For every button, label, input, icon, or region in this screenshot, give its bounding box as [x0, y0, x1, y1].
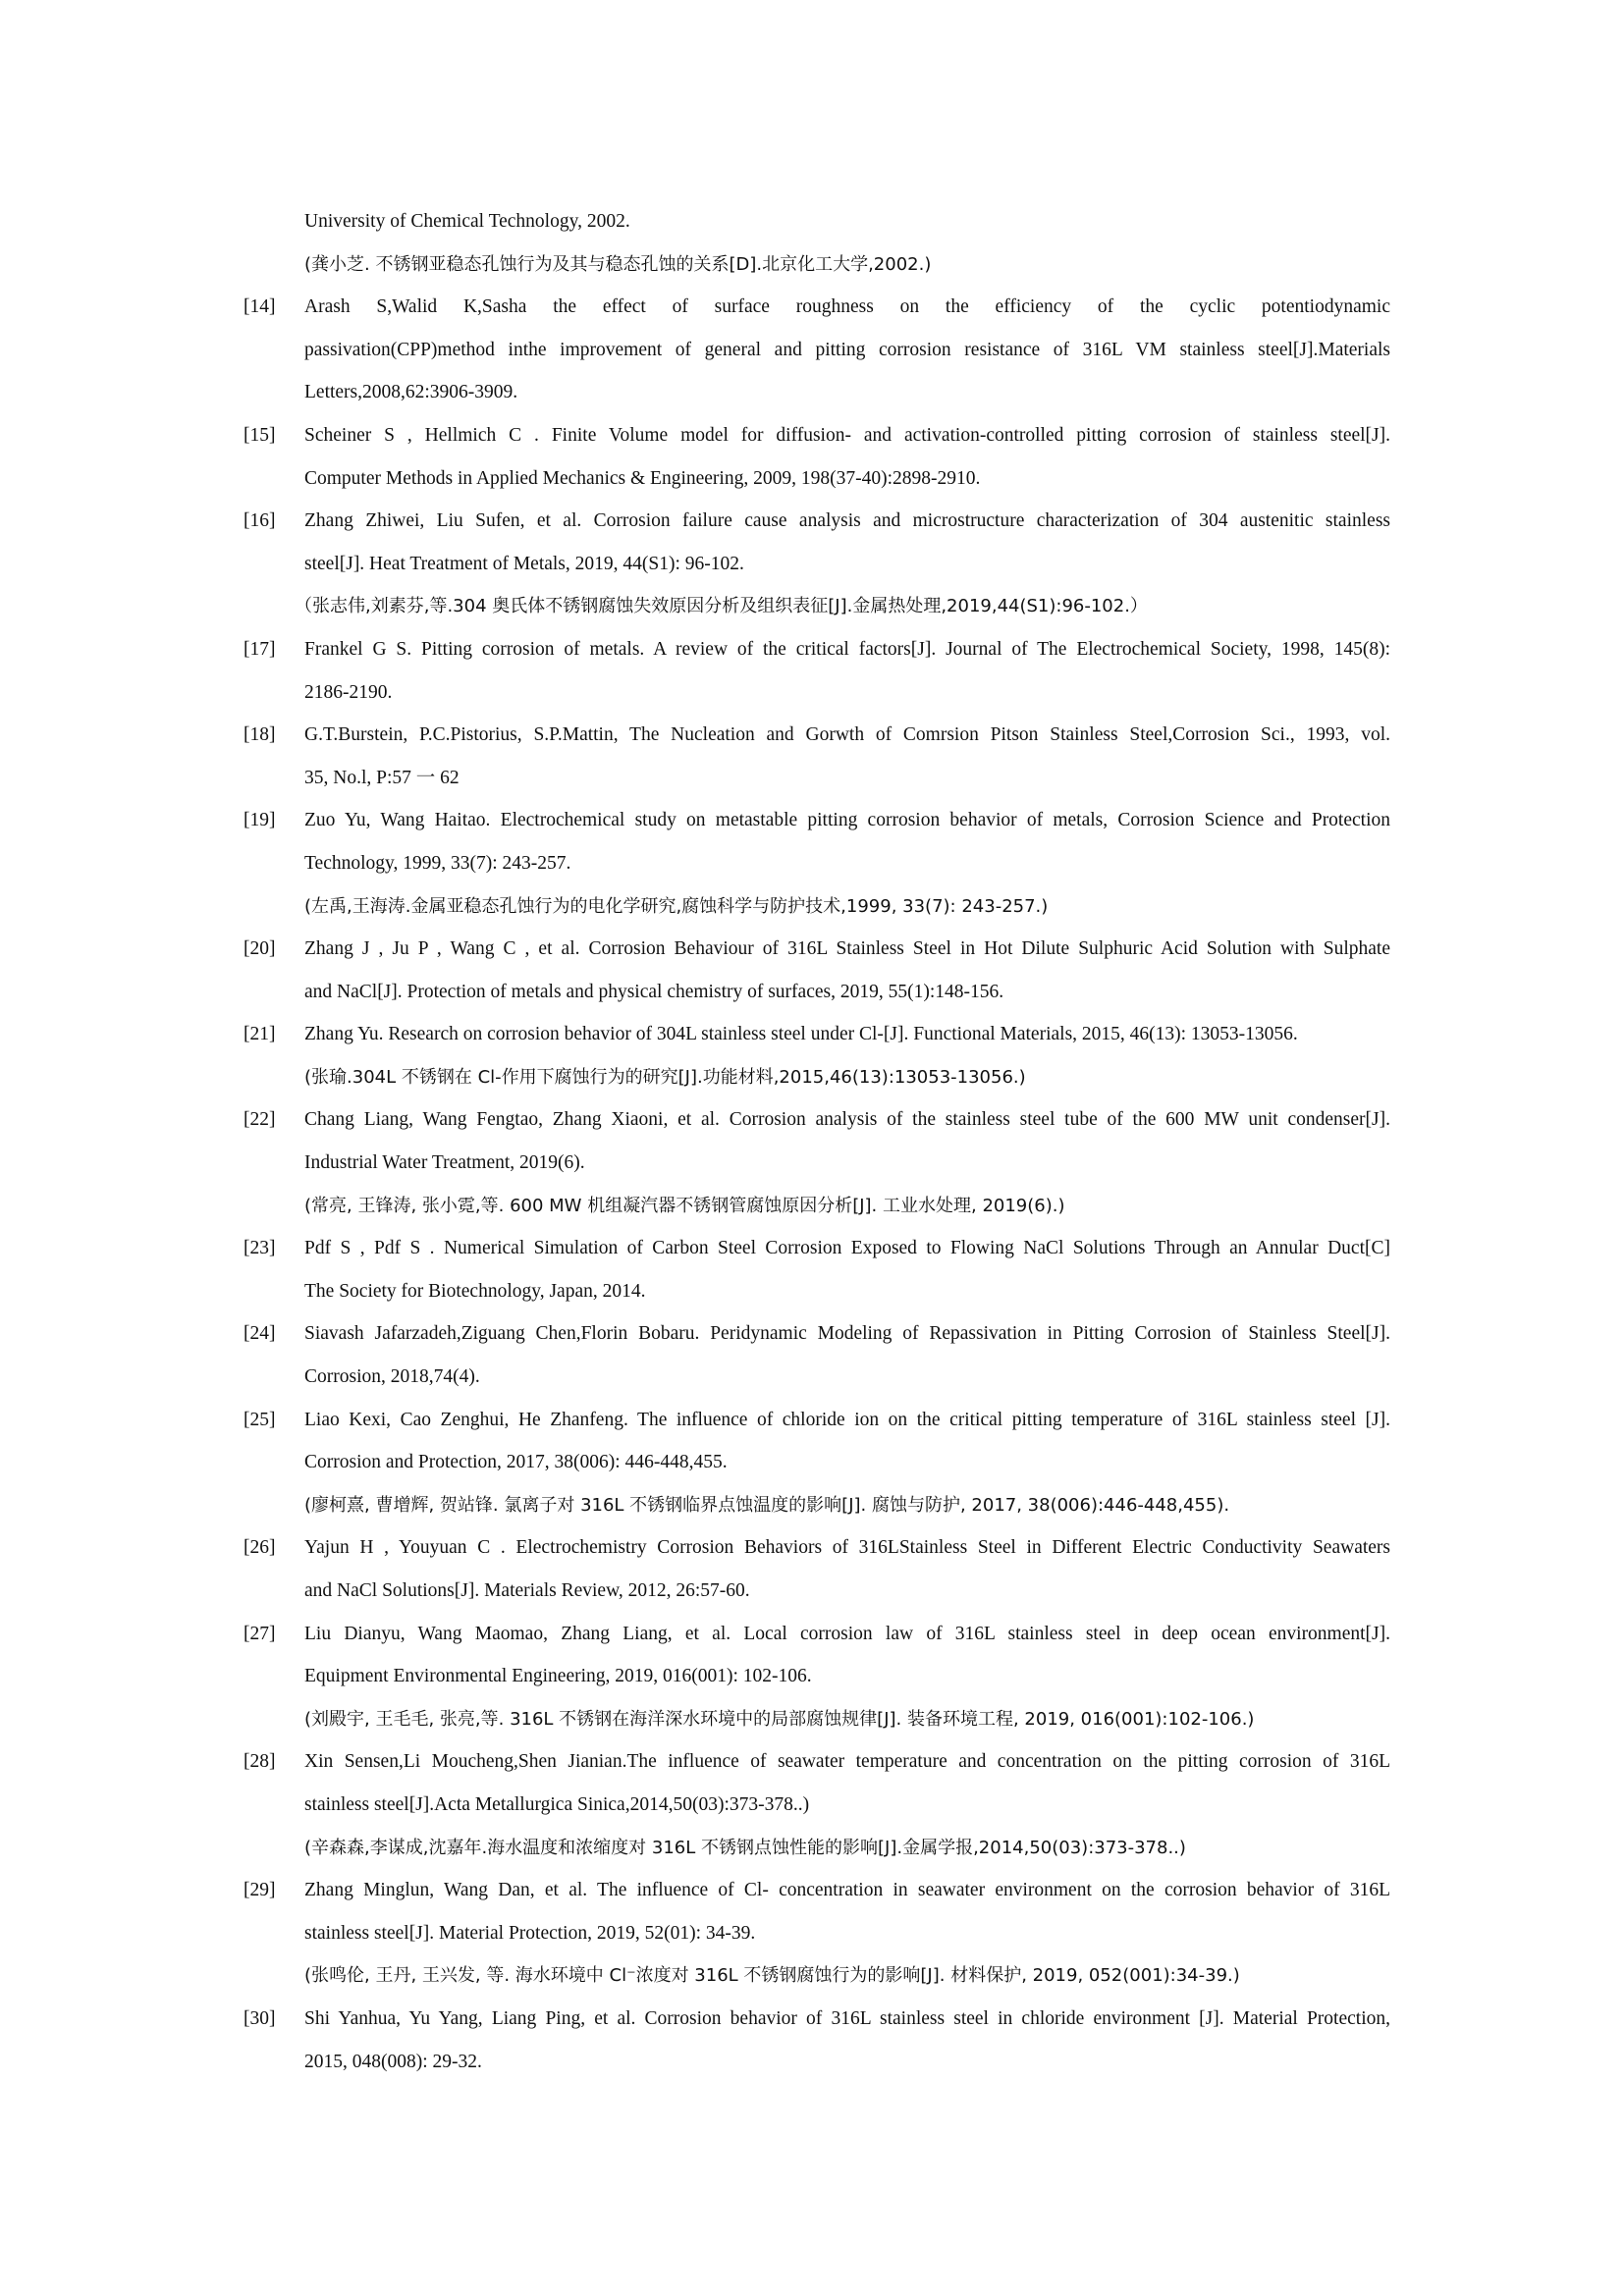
reference-number: [21] [244, 1024, 276, 1045]
reference-number: [27] [244, 1623, 276, 1644]
reference-chinese-line: (张鸣伦, 王丹, 王兴发, 等. 海水环境中 Cl⁻浓度对 316L 不锈钢腐蚀行为的影响[J]. 材料保护, 2019, 052(001):34-39.) [304, 1965, 1240, 1987]
reference-chinese-line: (常亮, 王锋涛, 张小霓,等. 600 MW 机组凝汽器不锈钢管腐蚀原因分析[J]. 工业水处理, 2019(6).) [304, 1195, 1065, 1216]
reference-text: Zhang Minglun, Wang Dan, et al. The influence of Cl- concentration in seawater environment on the corrosion behavior of 316L [304, 1880, 1390, 1901]
reference-number: [23] [244, 1238, 276, 1259]
reference-continuation-line: and NaCl[J]. Protection of metals and physical chemistry of surfaces, 2019, 55(1):148-156. [304, 981, 1004, 1002]
reference-text: Zhang Zhiwei, Liu Sufen, et al. Corrosion failure cause analysis and microstructure characterization of 304 austenitic stainless [304, 510, 1390, 532]
reference-entry [244, 286, 1390, 414]
reference-entry [244, 1526, 1390, 1612]
reference-text: Yajun H , Youyuan C . Electrochemistry Corrosion Behaviors of 316LStainless Steel in Different Electric Conductivity Seawaters [304, 1537, 1390, 1559]
reference-continuation-line: stainless steel[J].Acta Metallurgica Sinica,2014,50(03):373-378..) [304, 1793, 810, 1815]
reference-continuation-line: Corrosion, 2018,74(4). [304, 1366, 480, 1388]
reference-first-line [244, 928, 1390, 971]
reference-entry [244, 1998, 1390, 2083]
reference-chinese-line: (左禹,王海涛.金属亚稳态孔蚀行为的电化学研究,腐蚀科学与防护技术,1999, 33(7): 243-257.) [304, 895, 1049, 917]
reference-number: [18] [244, 724, 276, 746]
reference-entry [244, 1098, 1390, 1227]
reference-text: Siavash Jafarzadeh,Ziguang Chen,Florin Bobaru. Peridynamic Modeling of Repassivation in Pitting Corrosion of Stainless Steel[J]. [304, 1323, 1390, 1345]
reference-text: Xin Sensen,Li Moucheng,Shen Jianian.The influence of seawater temperature and concentration on the pitting corrosion of 316L [304, 1751, 1390, 1773]
reference-text: Chang Liang, Wang Fengtao, Zhang Xiaoni, et al. Corrosion analysis of the stainless steel tube of the 600 MW unit condenser[J]. [304, 1109, 1390, 1131]
reference-first-line [244, 714, 1390, 757]
reference-text: Shi Yanhua, Yu Yang, Liang Ping, et al. Corrosion behavior of 316L stainless steel in chloride environment [J]. Material Protection, [304, 2007, 1390, 2029]
reference-continuation-line: Technology, 1999, 33(7): 243-257. [304, 852, 571, 874]
reference-text: Liao Kexi, Cao Zenghui, He Zhanfeng. The influence of chloride ion on the critical pitting temperature of 316L stainless steel [J]. [304, 1409, 1390, 1430]
reference-text: Pdf S , Pdf S . Numerical Simulation of Carbon Steel Corrosion Exposed to Flowing NaCl Solutions Through an Annular Duct[C] [304, 1238, 1390, 1259]
reference-entry [244, 628, 1390, 714]
reference-text: Arash S,Walid K,Sasha the effect of surface roughness on the efficiency of the cyclic potentiodynamic [304, 296, 1390, 318]
reference-chinese-line: （张志伟,刘素芬,等.304 奥氏体不锈钢腐蚀失效原因分析及组织表征[J].金属热处理,2019,44(S1):96-102.） [295, 596, 1148, 617]
reference-number: [30] [244, 2007, 276, 2029]
reference-chinese-line: (刘殿宇, 王毛毛, 张亮,等. 316L 不锈钢在海洋深水环境中的局部腐蚀规律[J]. 装备环境工程, 2019, 016(001):102-106.) [304, 1708, 1255, 1730]
reference-list [244, 200, 1390, 2083]
reference-entry [244, 799, 1390, 928]
reference-continuation-line: 2015, 048(008): 29-32. [304, 2051, 482, 2072]
reference-first-line [244, 1312, 1390, 1356]
reference-number: [24] [244, 1323, 276, 1345]
reference-continuation-line: Corrosion and Protection, 2017, 38(006): 446-448,455. [304, 1452, 728, 1473]
reference-number: [16] [244, 510, 276, 532]
reference-first-line [244, 1013, 1390, 1056]
reference-number: [26] [244, 1537, 276, 1559]
reference-first-line [244, 1098, 1390, 1142]
reference-continuation-line: Equipment Environmental Engineering, 2019, 016(001): 102-106. [304, 1666, 812, 1687]
reference-text: G.T.Burstein, P.C.Pistorius, S.P.Mattin, The Nucleation and Gorwth of Comrsion Pitson Stainless Steel,Corrosion Sci., 1993, vol. [304, 724, 1390, 746]
reference-number: [28] [244, 1751, 276, 1773]
reference-entry [244, 1740, 1390, 1869]
reference-continuation-line: Industrial Water Treatment, 2019(6). [304, 1152, 585, 1174]
reference-first-line [244, 286, 1390, 329]
reference-number: [25] [244, 1409, 276, 1430]
reference-first-line [244, 500, 1390, 543]
reference-text: Zuo Yu, Wang Haitao. Electrochemical study on metastable pitting corrosion behavior of metals, Corrosion Science and Protection [304, 810, 1390, 831]
reference-entry [244, 414, 1390, 500]
reference-continuation-line: Letters,2008,62:3906-3909. [304, 382, 518, 403]
reference-entry [244, 1227, 1390, 1312]
reference-first-line [244, 1399, 1390, 1442]
reference-continuation-line: and NaCl Solutions[J]. Materials Review, 2012, 26:57-60. [304, 1580, 750, 1601]
reference-continuation-line: 35, No.l, P:57 一 62 [304, 767, 460, 788]
reference-entry [244, 714, 1390, 799]
reference-entry [244, 500, 1390, 628]
reference-first-line [244, 1998, 1390, 2041]
reference-text: Zhang Yu. Research on corrosion behavior of 304L stainless steel under Cl-[J]. Functional Materials, 2015, 46(13): 13053-13056. [304, 1024, 1298, 1045]
reference-entry [244, 1399, 1390, 1527]
reference-first-line [244, 1869, 1390, 1912]
reference-chinese-line: (辛森森,李谋成,沈嘉年.海水温度和浓缩度对 316L 不锈钢点蚀性能的影响[J].金属学报,2014,50(03):373-378..) [304, 1837, 1186, 1858]
reference-text: Frankel G S. Pitting corrosion of metals. A review of the critical factors[J]. Journal of The Electrochemical Society, 1998, 145(8): [304, 638, 1390, 660]
reference-number: [15] [244, 424, 276, 446]
reference-first-line [244, 1740, 1390, 1784]
reference-continuation-line: steel[J]. Heat Treatment of Metals, 2019, 44(S1): 96-102. [304, 553, 744, 574]
reference-number: [14] [244, 296, 276, 318]
reference-first-line [244, 1227, 1390, 1270]
reference-entry [244, 1869, 1390, 1998]
reference-continuation-line: passivation(CPP)method inthe improvement of general and pitting corrosion resistance of 316L VM stainless steel[J].Materials [304, 339, 1390, 360]
reference-entry [244, 1613, 1390, 1741]
reference-first-line [244, 414, 1390, 457]
reference-number: [29] [244, 1880, 276, 1901]
reference-continuation-line: stainless steel[J]. Material Protection, 2019, 52(01): 34-39. [304, 1922, 756, 1944]
reference-chinese-line: (龚小芝. 不锈钢亚稳态孔蚀行为及其与稳态孔蚀的关系[D].北京化工大学,2002.) [304, 253, 932, 275]
reference-entry [244, 1013, 1390, 1098]
reference-first-line [244, 628, 1390, 671]
reference-continuation-line: Computer Methods in Applied Mechanics & Engineering, 2009, 198(37-40):2898-2910. [304, 467, 981, 489]
reference-entry [244, 1312, 1390, 1398]
reference-entry [244, 928, 1390, 1013]
reference-first-line [244, 1613, 1390, 1656]
reference-number: [20] [244, 938, 276, 960]
reference-continuation-line: The Society for Biotechnology, Japan, 2014. [304, 1280, 646, 1302]
reference-number: [22] [244, 1109, 276, 1131]
reference-text: Zhang J , Ju P , Wang C , et al. Corrosion Behaviour of 316L Stainless Steel in Hot Dilute Sulphuric Acid Solution with Sulphate [304, 938, 1390, 960]
reference-chinese-line: (廖柯熹, 曹增辉, 贺站锋. 氯离子对 316L 不锈钢临界点蚀温度的影响[J]. 腐蚀与防护, 2017, 38(006):446-448,455). [304, 1494, 1230, 1516]
reference-first-line [244, 799, 1390, 842]
reference-first-line [244, 1526, 1390, 1570]
reference-text: Liu Dianyu, Wang Maomao, Zhang Liang, et al. Local corrosion law of 316L stainless steel in deep ocean environment[J]. [304, 1623, 1390, 1644]
reference-number: [19] [244, 810, 276, 831]
reference-continuation-line: 2186-2190. [304, 681, 393, 703]
reference-number: [17] [244, 638, 276, 660]
reference-text: Scheiner S , Hellmich C . Finite Volume model for diffusion- and activation-controlled pitting corrosion of stainless steel[J]. [304, 424, 1390, 446]
reference-continuation-line: University of Chemical Technology, 2002. [304, 211, 630, 232]
reference-chinese-line: (张瑜.304L 不锈钢在 Cl-作用下腐蚀行为的研究[J].功能材料,2015,46(13):13053-13056.) [304, 1066, 1026, 1088]
